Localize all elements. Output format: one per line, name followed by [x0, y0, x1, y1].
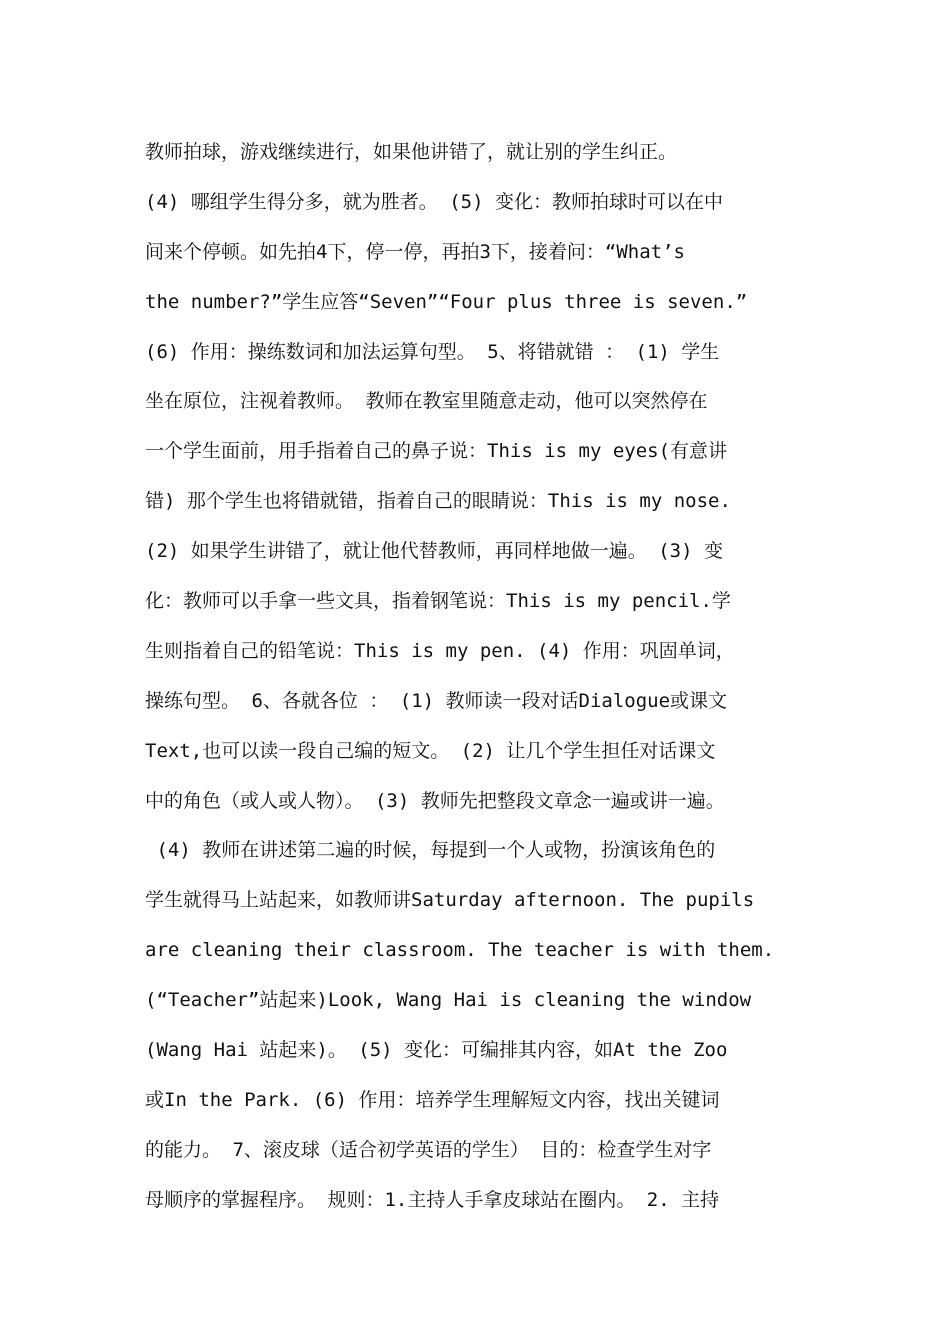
text-line: 错) 那个学生也将错就错，指着自己的眼睛说：This is my nose. — [145, 490, 731, 513]
text-line: 化：教师可以手拿一些文具，指着钢笔说：This is my pencil.学 — [145, 590, 731, 613]
text-line: 操练句型。 6、各就各位 ： (1) 教师读一段对话Dialogue或课文 — [145, 689, 728, 712]
text-line: the number?”学生应答“Seven”“Four plus three is seven.” — [145, 290, 748, 313]
text-line: Text,也可以读一段自己编的短文。 (2) 让几个学生担任对话课文 — [145, 739, 716, 762]
text-line: (6) 作用：操练数词和加法运算句型。 5、将错就错 ： (1) 学生 — [145, 340, 720, 363]
text-line: are cleaning their classroom. The teacher is with them. — [145, 939, 775, 962]
text-line: 间来个停顿。如先拍4下，停一停，再拍3下，接着问：“What’s — [145, 240, 685, 263]
text-line: 坐在原位，注视着教师。 教师在教室里随意走动，他可以突然停在 — [145, 390, 708, 413]
text-line: 生则指着自己的铅笔说：This is my pen. (4) 作用：巩固单词， — [145, 639, 735, 662]
text-line: 母顺序的掌握程序。 规则：1.主持人手拿皮球站在圈内。 2. 主持 — [145, 1188, 720, 1211]
text-line: 的能力。 7、滚皮球（适合初学英语的学生） 目的：检查学生对字 — [145, 1138, 712, 1161]
text-line: 或In the Park. (6) 作用：培养学生理解短文内容，找出关键词 — [145, 1088, 720, 1111]
text-line: 教师拍球，游戏继续进行，如果他讲错了，就让别的学生纠正。 — [145, 141, 678, 163]
text-line: (“Teacher”站起来)Look, Wang Hai is cleaning the window — [145, 989, 752, 1012]
text-line: (4) 哪组学生得分多，就为胜者。 (5) 变化：教师拍球时可以在中 — [145, 190, 723, 213]
text-line: (4) 教师在讲述第二遍的时候，每提到一个人或物，扮演该角色的 — [145, 839, 716, 862]
body-text — [145, 128, 825, 1226]
text-line: (Wang Hai 站起来)。 (5) 变化：可编排其内容，如At the Zoo — [145, 1039, 728, 1062]
text-line: 学生就得马上站起来，如教师讲Saturday afternoon. The pupils — [145, 889, 755, 912]
text-line: 一个学生面前，用手指着自己的鼻子说：This is my eyes(有意讲 — [145, 440, 728, 463]
text-line: (2) 如果学生讲错了，就让他代替教师，再同样地做一遍。 (3) 变 — [145, 540, 723, 563]
text-line: 中的角色（或人或人物）。 (3) 教师先把整段文章念一遍或讲一遍。 — [145, 789, 725, 812]
